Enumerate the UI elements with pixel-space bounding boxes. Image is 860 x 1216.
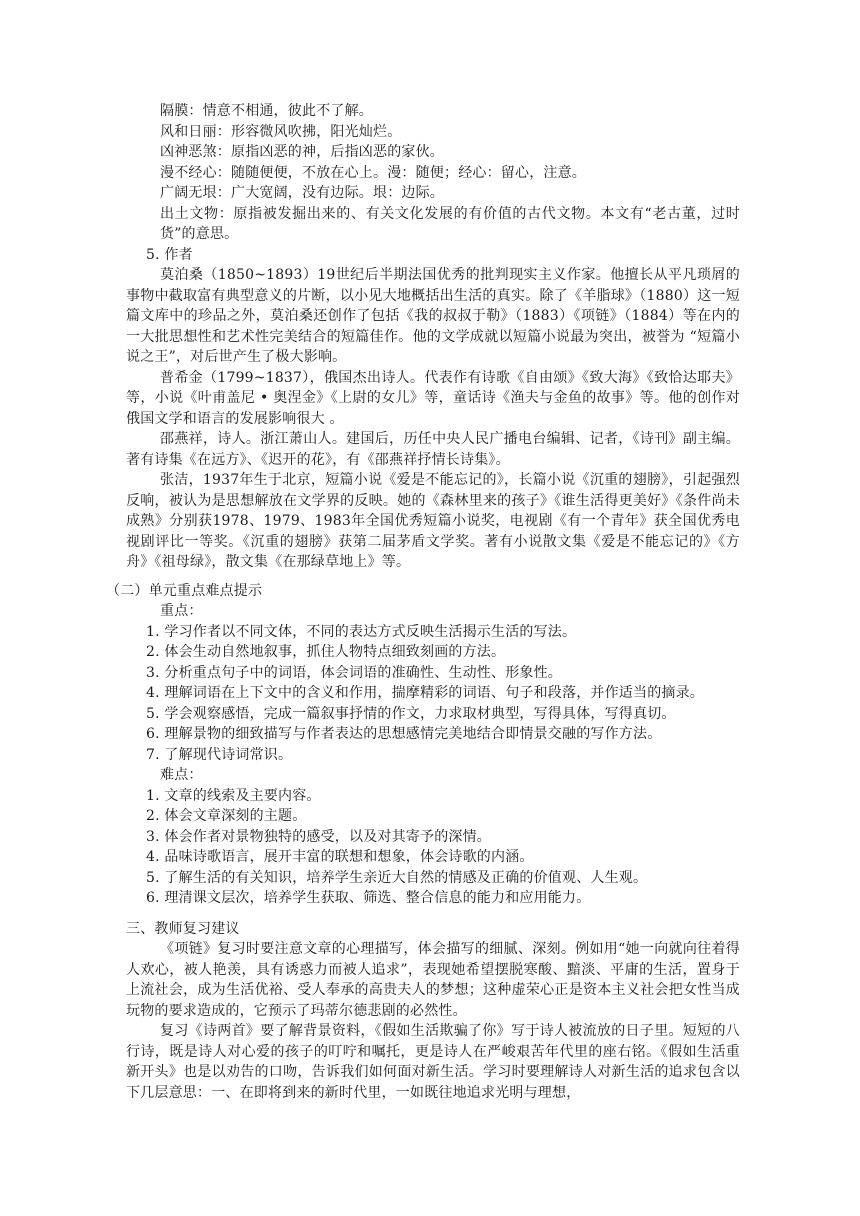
vocab-item: 漫不经心：随随便便，不放在心上。漫：随便；经心：留心，注意。	[160, 164, 586, 181]
list-item: 1. 文章的线索及主要内容。	[146, 787, 321, 804]
vocab-item: 广阔无垠：广大宽阔，没有边际。垠：边际。	[160, 185, 444, 201]
vocab-item: 凶神恶煞：原指凶恶的神，后指凶恶的家伙。	[160, 144, 444, 160]
list-item: 4. 品味诗歌语言，展开丰富的联想和想象，体会诗歌的内涵。	[146, 849, 534, 865]
subsection-label: 难点：	[160, 767, 203, 783]
list-item: 7. 了解现代诗词常识。	[146, 746, 293, 763]
vocab-item: 出土文物：原指被发掘出来的、有关文化发展的有价值的古代文物。本文有“老古董，过时货”的意思。	[160, 205, 740, 242]
author-paragraph: 普希金（1799~1837），俄国杰出诗人。代表作有诗歌《自由颂》《致大海》《致恰达耶夫》等，小说《叶甫盖尼 • 奥涅金》《上尉的女儿》等，童话诗《渔夫与金鱼的故事》等。他的创作对俄国文学和语言的发展影响很大 。	[126, 369, 740, 427]
list-item: 5. 学会观察感悟，完成一篇叙事抒情的作文，力求取材典型，写得具体，写得真切。	[146, 705, 676, 722]
list-item: 3. 分析重点句子中的词语，体会词语的准确性、生动性、形象性。	[146, 664, 563, 681]
document-page	[106, 101, 740, 1103]
section-heading: （二）单元重点难点提示	[106, 582, 263, 599]
list-item: 1. 学习作者以不同文体，不同的表达方式反映生活揭示生活的写法。	[146, 623, 577, 640]
list-item: 6. 理解景物的细致描写与作者表达的思想感情完美地结合即情景交融的写作方法。	[146, 726, 662, 742]
list-item: 6. 理清课文层次，培养学生获取、筛选、整合信息的能力和应用能力。	[146, 890, 591, 906]
list-item: 2. 体会文章深刻的主题。	[146, 808, 307, 824]
section-heading: 5. 作者	[146, 246, 193, 263]
subsection-label: 重点：	[160, 603, 203, 619]
list-item: 2. 体会生动自然地叙事，抓住人物特点细致刻画的方法。	[146, 644, 506, 660]
list-item: 5. 了解生活的有关知识，培养学生亲近大自然的情感及正确的价值观、人生观。	[146, 869, 648, 886]
advice-paragraph: 复习《诗两首》要了解背景资料，《假如生活欺骗了你》写于诗人被流放的日子里。短短的八行诗，既是诗人对心爱的孩子的叮咛和嘱托，更是诗人在严峻艰苦年代里的座右铭。《假如生活重新开头》也是以劝告的口吻，告诉我们如何面对新生活。学习时要理解诗人对新生活的追求包含以下几层意思：一、在即将到来的新时代里，一如既往地追求光明与理想，	[126, 1023, 740, 1101]
author-paragraph: 张洁，1937年生于北京，短篇小说《爱是不能忘记的》，长篇小说《沉重的翅膀》，引起强烈反响，被认为是思想解放在文学界的反映。她的《森林里来的孩子》《谁生活得更美好》《条件尚未成熟》分别获1978、1979、1983年全国优秀短篇小说奖，电视剧《有一个青年》获全国优秀电视剧评比一等奖。《沉重的翅膀》获第二届茅盾文学奖。著有小说散文集《爱是不能忘记的》《方舟》《祖母绿》，散文集《在那绿草地上》等。	[126, 472, 740, 570]
section-heading: 三、教师复习建议	[126, 920, 240, 937]
list-item: 3. 体会作者对景物独特的感受，以及对其寄予的深情。	[146, 828, 492, 845]
author-paragraph: 莫泊桑（1850~1893）19世纪后半期法国优秀的批判现实主义作家。他擅长从平凡琐屑的事物中截取富有典型意义的片断，以小见大地概括出生活的真实。除了《羊脂球》（1880）这一短篇文库中的珍品之外，莫泊桑还创作了包括《我的叔叔于勒》（1883）《项链》（1884）等在内的一大批思想性和艺术性完美结合的短篇佳作。他的文学成就以短篇小说最为突出，被誉为 “短篇小说之王”，对后世产生了极大影响。	[126, 267, 740, 365]
list-item: 4. 理解词语在上下文中的含义和作用，揣摩精彩的词语、句子和段落，并作适当的摘录。	[146, 685, 705, 701]
author-paragraph: 邵燕祥，诗人。浙江萧山人。建国后，历任中央人民广播电台编辑、记者，《诗刊》副主编。著有诗集《在远方》、《迟开的花》，有《邵燕祥抒情长诗集》。	[126, 431, 740, 468]
vocab-item: 风和日丽：形容微风吹拂，阳光灿烂。	[160, 123, 402, 140]
advice-paragraph: 《项链》复习时要注意文章的心理描写，体会描写的细腻、深刻。例如用“她一向就向往着得人欢心，被人艳羡，具有诱惑力而被人追求”，表现她希望摆脱寒酸、黯淡、平庸的生活，置身于上流社会，成为生活优裕、受人奉承的高贵夫人的梦想；这种虚荣心正是资本主义社会把女性当成玩物的要求造成的，它预示了玛蒂尔德悲剧的必然性。	[126, 941, 740, 1019]
vocab-item: 隔膜：情意不相通，彼此不了解。	[160, 103, 373, 119]
